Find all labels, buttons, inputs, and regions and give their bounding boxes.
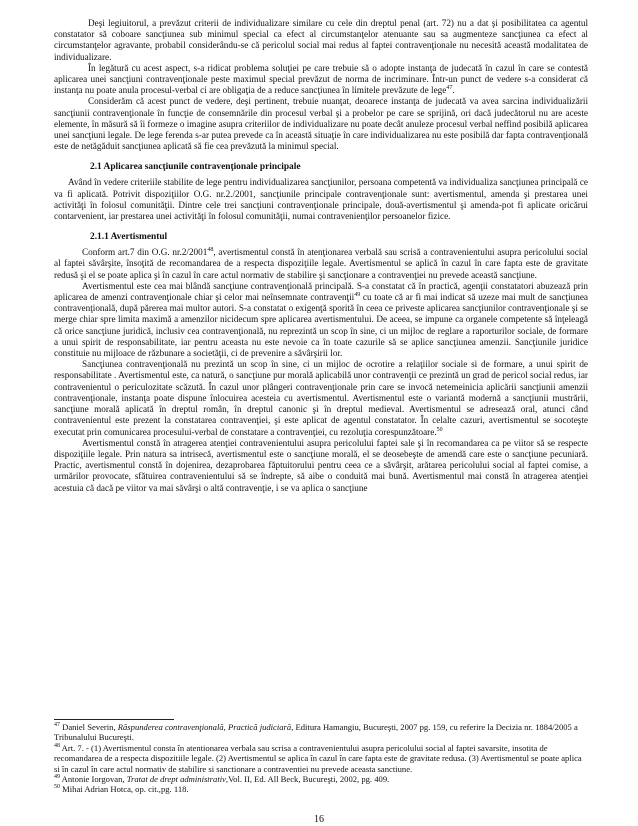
- page-number: 16: [314, 814, 324, 825]
- paragraph-warning-definition: Avertismentul constă în atragerea atenţiei contravenientului asupra pericolului faptei sale şi în recomandarea ca pe viitor să se respecte dispoziţiile legale. Prin natura sa intrisecă, avertismentul este o sancţiune morală, el se deosebeşte de amendă care este o sancţiune pecuniară. Practic, avertismentul constă în dojenirea, dezaprobarea făptuitorului pentru ceea ce a săvârşit, arătarea pericolului social al faptei comise, a urmărilor provocate, sfătuirea contravenientului să se îndrepte, să aibe o conduită mai bună. Avertismentul mai constă în atragerea atenţiei acestuia că dacă pe viitor va mai săvârşi o altă contravenţie, i se va aplica o sancţiune: [54, 437, 588, 493]
- section-heading-2-1-1: 2.1.1 Avertismentul: [90, 232, 168, 243]
- footnotes: [54, 722, 588, 795]
- footnote-ref-50: 50: [436, 426, 443, 433]
- paragraph-moral-sanction: Sancţiunea contravenţională nu prezintă un scop în sine, ci un mijloc de ocrotire a relaţiilor sociale si de formare, a unui spirit de responsabilitate . Avertismentul este, ca natură, o sancţiune pur morală aplicabilă unor contravenţii ce prezintă un grad de pericol social redus, iar contravenientul o periculozitate scăzută. În cazul unor plângeri contravenţionale prin care se invocă netemeinicia aplicării sancţiunii amenzii contravenţionale, instanţa poate dispune înlocuirea acesteia cu avertismentul. Avertismentul este o variantă modernă a sancţiunii mustrării, sancţiune morală aplicată în dreptul român, în dreptul canonic şi în dreptul medieval. Avertismentul se adresează oral, atunci când contravenientul este prezent la constatarea contravenţiei, şi este aplicat de agentul constatator. În celalte cazuri, avertismentul se socoteşte executat prin comunicarea procesului-verbal de constatare a contravenţiei, cu rezoluţia corespunzătoare.$^{50}$: [54, 359, 588, 437]
- paragraph-legislator: Deşi legiuitorul, a prevăzut criterii de individualizare similare cu cele din dreptul penal (art. 72) nu a dat şi posibilitatea ca agentul constatator să coboare sancţiunea sub minimul special ca efect al circumstanţelor atenuante sau sa augmenteze sancţiunea ca efect al circumstanţelor agravante, probabil considerându-se că pericolul social mai redus al faptei contravenţionale nu necesită această modalitatea de individualizare.: [54, 18, 588, 62]
- paragraph-art7: Conform art.7 din O.G. nr.2/2001$^{48}$, avertismentul constă în atenţionarea verbală sau scrisă a contravenientului asupra pericolului social al faptei săvârşite, însoţită de recomandarea de a respecta dispoziţiile legale. Avertismentul se aplică în cazul în care fapta este de gravitate redusă şi el se poate aplica şi în cazul în care actul normativ de stabilire şi sancţionare a contravenţiei nu prevede această sancţiune.: [54, 247, 588, 280]
- footnote-50: $^{50}$ Mihai Adrian Hotca, op. cit.,pg. 118.: [54, 784, 189, 795]
- paragraph-court-solution: În legătură cu acest aspect, s-a ridicat problema soluţiei pe care trebuie să o adopte instanţa de judecată în cazul în care se contestă aplicarea unei sancţiuni contravenţionale peste maximul special prevăzut de norma de incriminare. Într-un punct de vedere s-a considerat că instanţa nu poate anula procesul-verbal ci are obligaţia de a reduce sancţiunea în limitele prevăzute de lege$^{47}$.: [54, 62, 588, 96]
- paragraph-principal-sanctions: Având în vedere criteriile stabilite de lege pentru individualizarea sancţiunilor, persoana competentă va individualiza sancţiunea principală ce va fi aplicată. Potrivit dispoziţiilor O.G. nr.2./2001, sancţiunile principale contravenţionale sunt: avertismentul, amenda şi prestarea unei activităţi în folosul comunităţii. Dintre cele trei sancţiuni contravenţionale principale, două-avertismentul şi amenda-pot fi aplicate oricărui contarvenient, iar prestarea unei activităţi în folosul comunităţii, numai contravenienţilor persoanelor fizice.: [54, 177, 588, 222]
- footnote-separator: [54, 719, 174, 720]
- footnote-ref-48: 48: [207, 247, 214, 254]
- paragraph-mildest-sanction: Avertismentul este cea mai blândă sancţiune contravenţională principală. S-a constatat că în practică, agenţii constatatori abuzează prin aplicarea de amenzi contravenţionale chiar şi celor mai neînsemnate contravenţii$^{49}$ cu toate că ar fi mai indicat să uzeze mai mult de sancţiunea contravenţională, după părerea mai multor autori. S-a constatat o exigenţă sporită în ceea ce priveste aplicarea sancţiunilor contravenţionale şi se merge chiar spre limita maximă a amenzilor nicidecum spre aplicarea avertismentului. De aceea, se impune ca organele competente să înţeleagă că orice sancţiune juridică, inclusiv cea contravenţională, nu reprezintă un scop în sine, ci un mijloc de reglare a raporturilor sociale, de formare a unui spirit de responsabilitate, iar pentru aceasta nu este nevoie ca în toate cazurile să se aplice sancţiunea amenzii. Sancţiunile juridice constituie nu mijloace de răzbunare a societăţii, ci de prevenire a săvârşirii lor.: [54, 280, 588, 359]
- footnote-49: $^{49}$ Antonie Iorgovan, Tratat de drept administrativ,Vol. II, Ed. All Beck, Bucureşti, 2002, pg. 409.: [54, 774, 390, 785]
- section-heading-2-1: 2.1 Aplicarea sancţiunile contravenţionale principale: [90, 162, 301, 173]
- footnote-47: $^{47}$ Daniel Severin, Răspunderea contravenţională, Practică judiciară, Editura Hamangiu, Bucureşti, 2007 pg. 159, cu referire la Decizia nr. 1884/2005 a Tribunalului Bucureşti.: [54, 722, 578, 743]
- paragraph-opinion: Considerăm că acest punct de vedere, deşi pertinent, trebuie nuanţat, deoarece instanţa de judecată va avea sarcina individualizării sancţiunii contravenţionale în funcţie de consemnările din procesul verbal şi a probelor pe care se sprijină, ori dacă judecătorul nu are aceste elemente, în măsură să îi formeze o imagine asupra criteriilor de individualizare nu poate decât anuleze procesul verbal neffind posibilă aplicarea unei sancţiuni legale. De lege ferenda s-ar putea prevede ca în această situaţie în care individualizarea nu este posibilă dar fapta contravenţională este de netăgăduit sancţiunea aplicată să fie cea prevăzută la minimul special.: [54, 96, 588, 152]
- footnote-48: $^{48}$ Art. 7. - (1) Avertismentul consta în atentionarea verbala sau scrisa a contravenientului asupra pericolului social al faptei savarsite, insotita de recomandarea de a respecta dispozitiile legale. (2) Avertismentul se aplica în cazul în care fapta este de gravitate redusa. (3) Avertismentul se poate aplica si în cazul în care actul normativ de stabilire si sanctionare a contraventiei nu prevede aceasta sanctiune.: [54, 742, 582, 774]
- footnote-ref-47: 47: [446, 85, 453, 92]
- footnote-ref-49: 49: [354, 292, 361, 298]
- document-page: [54, 18, 588, 494]
